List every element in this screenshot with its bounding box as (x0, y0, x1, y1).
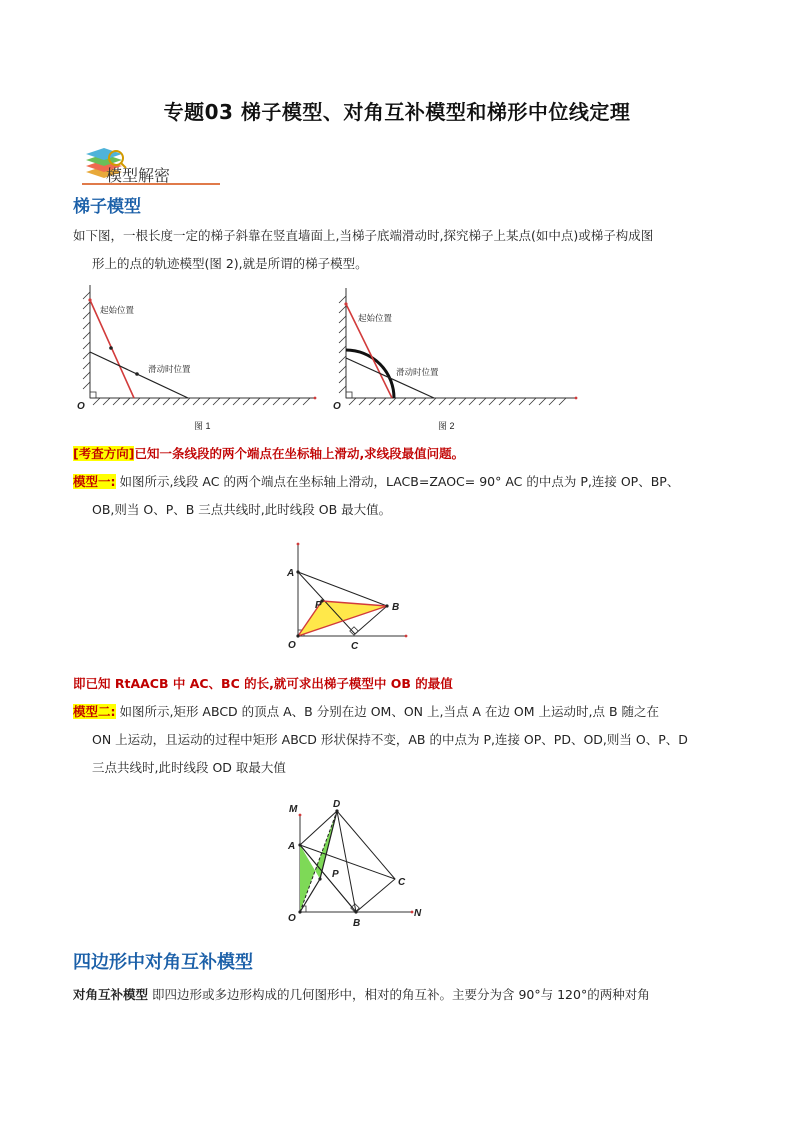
fig1-start-label: 起始位置 (100, 305, 135, 315)
exam-direction-line (73, 440, 464, 468)
figure-3 (280, 540, 420, 655)
model2-line-2: ON 上运动，且运动的过程中矩形 ABCD 形状保持不变，AB 的中点为 P,连接 OP、PD、OD,则当 O、P、D (92, 732, 688, 747)
section2-text: 即四边形或多边形构成的几何图形中，相对的角互补。主要分为含 90°与 120°的两种对角 (148, 987, 650, 1002)
model1-line-2: OB,则当 O、P、B 三点共线时,此时线段 OB 最大值。 (92, 502, 392, 517)
exam-direction-tag: [考查方向] (73, 446, 135, 461)
model2-line-3: 三点共线时,此时线段 OD 取最大值 (92, 760, 286, 775)
fig4-label-d: D (333, 799, 341, 810)
fig4-label-o: O (288, 913, 296, 924)
fig3-label-c: C (351, 641, 359, 652)
model1-line-1 (73, 468, 679, 496)
model2-tag: 模型二: (73, 704, 116, 719)
fig4-label-n: N (414, 908, 422, 919)
model2-line-1 (73, 698, 659, 726)
model1-tag: 模型一: (73, 474, 116, 489)
fig3-label-o: O (288, 640, 296, 651)
fig4-label-a: A (288, 841, 296, 852)
intro-line-1: 如下图，一根长度一定的梯子斜靠在竖直墙面上,当梯子底端滑动时,探究梯子上某点(如中点)或梯子构成图 (73, 228, 654, 243)
section-heading-complementary: 四边形中对角互补模型 (73, 952, 253, 973)
fig2-caption: 图 2 (438, 421, 455, 431)
section2-paragraph (73, 981, 650, 1009)
fig2-origin-label: O (333, 401, 341, 412)
fig4-label-c: C (398, 877, 406, 888)
badge-label: 模型解密 (106, 166, 171, 185)
fig3-label-p: P (315, 600, 322, 611)
intro-line-2: 形上的点的轨迹模型(图 2),就是所谓的梯子模型。 (92, 256, 368, 271)
section2-lead: 对角互补模型 (73, 987, 149, 1002)
figure-2 (328, 282, 578, 432)
fig4-label-b: B (353, 918, 361, 929)
fig1-slide-label: 滑动时位置 (148, 364, 191, 374)
fig4-label-m: M (289, 804, 298, 815)
fig4-label-p: P (332, 869, 339, 880)
page-title: 专题03 梯子模型、对角互补模型和梯形中位线定理 (163, 100, 631, 124)
figure-4 (282, 795, 432, 930)
known-condition-text: 即已知 RtAACB 中 AC、BC 的长,就可求出梯子模型中 OB 的最值 (73, 676, 453, 691)
fig1-caption: 图 1 (194, 421, 211, 431)
fig3-label-b: B (392, 602, 400, 613)
section-heading-ladder: 梯子模型 (73, 197, 141, 217)
model1-text-1: 如图所示,线段 AC 的两个端点在坐标轴上滑动，LACB=ZAOC= 90° AC 的中点为 P,连接 OP、BP、 (115, 474, 680, 489)
figure-1 (70, 282, 320, 432)
exam-direction-text: 已知一条线段的两个端点在坐标轴上滑动,求线段最值问题。 (134, 446, 465, 461)
fig2-start-label: 起始位置 (358, 313, 393, 323)
model2-text-1: 如图所示,矩形 ABCD 的顶点 A、B 分别在边 OM、ON 上,当点 A 在边 OM 上运动时,点 B 随之在 (115, 704, 660, 719)
fig3-label-a: A (287, 568, 295, 579)
fig1-origin-label: O (77, 401, 85, 412)
fig2-slide-label: 滑动时位置 (396, 367, 439, 377)
